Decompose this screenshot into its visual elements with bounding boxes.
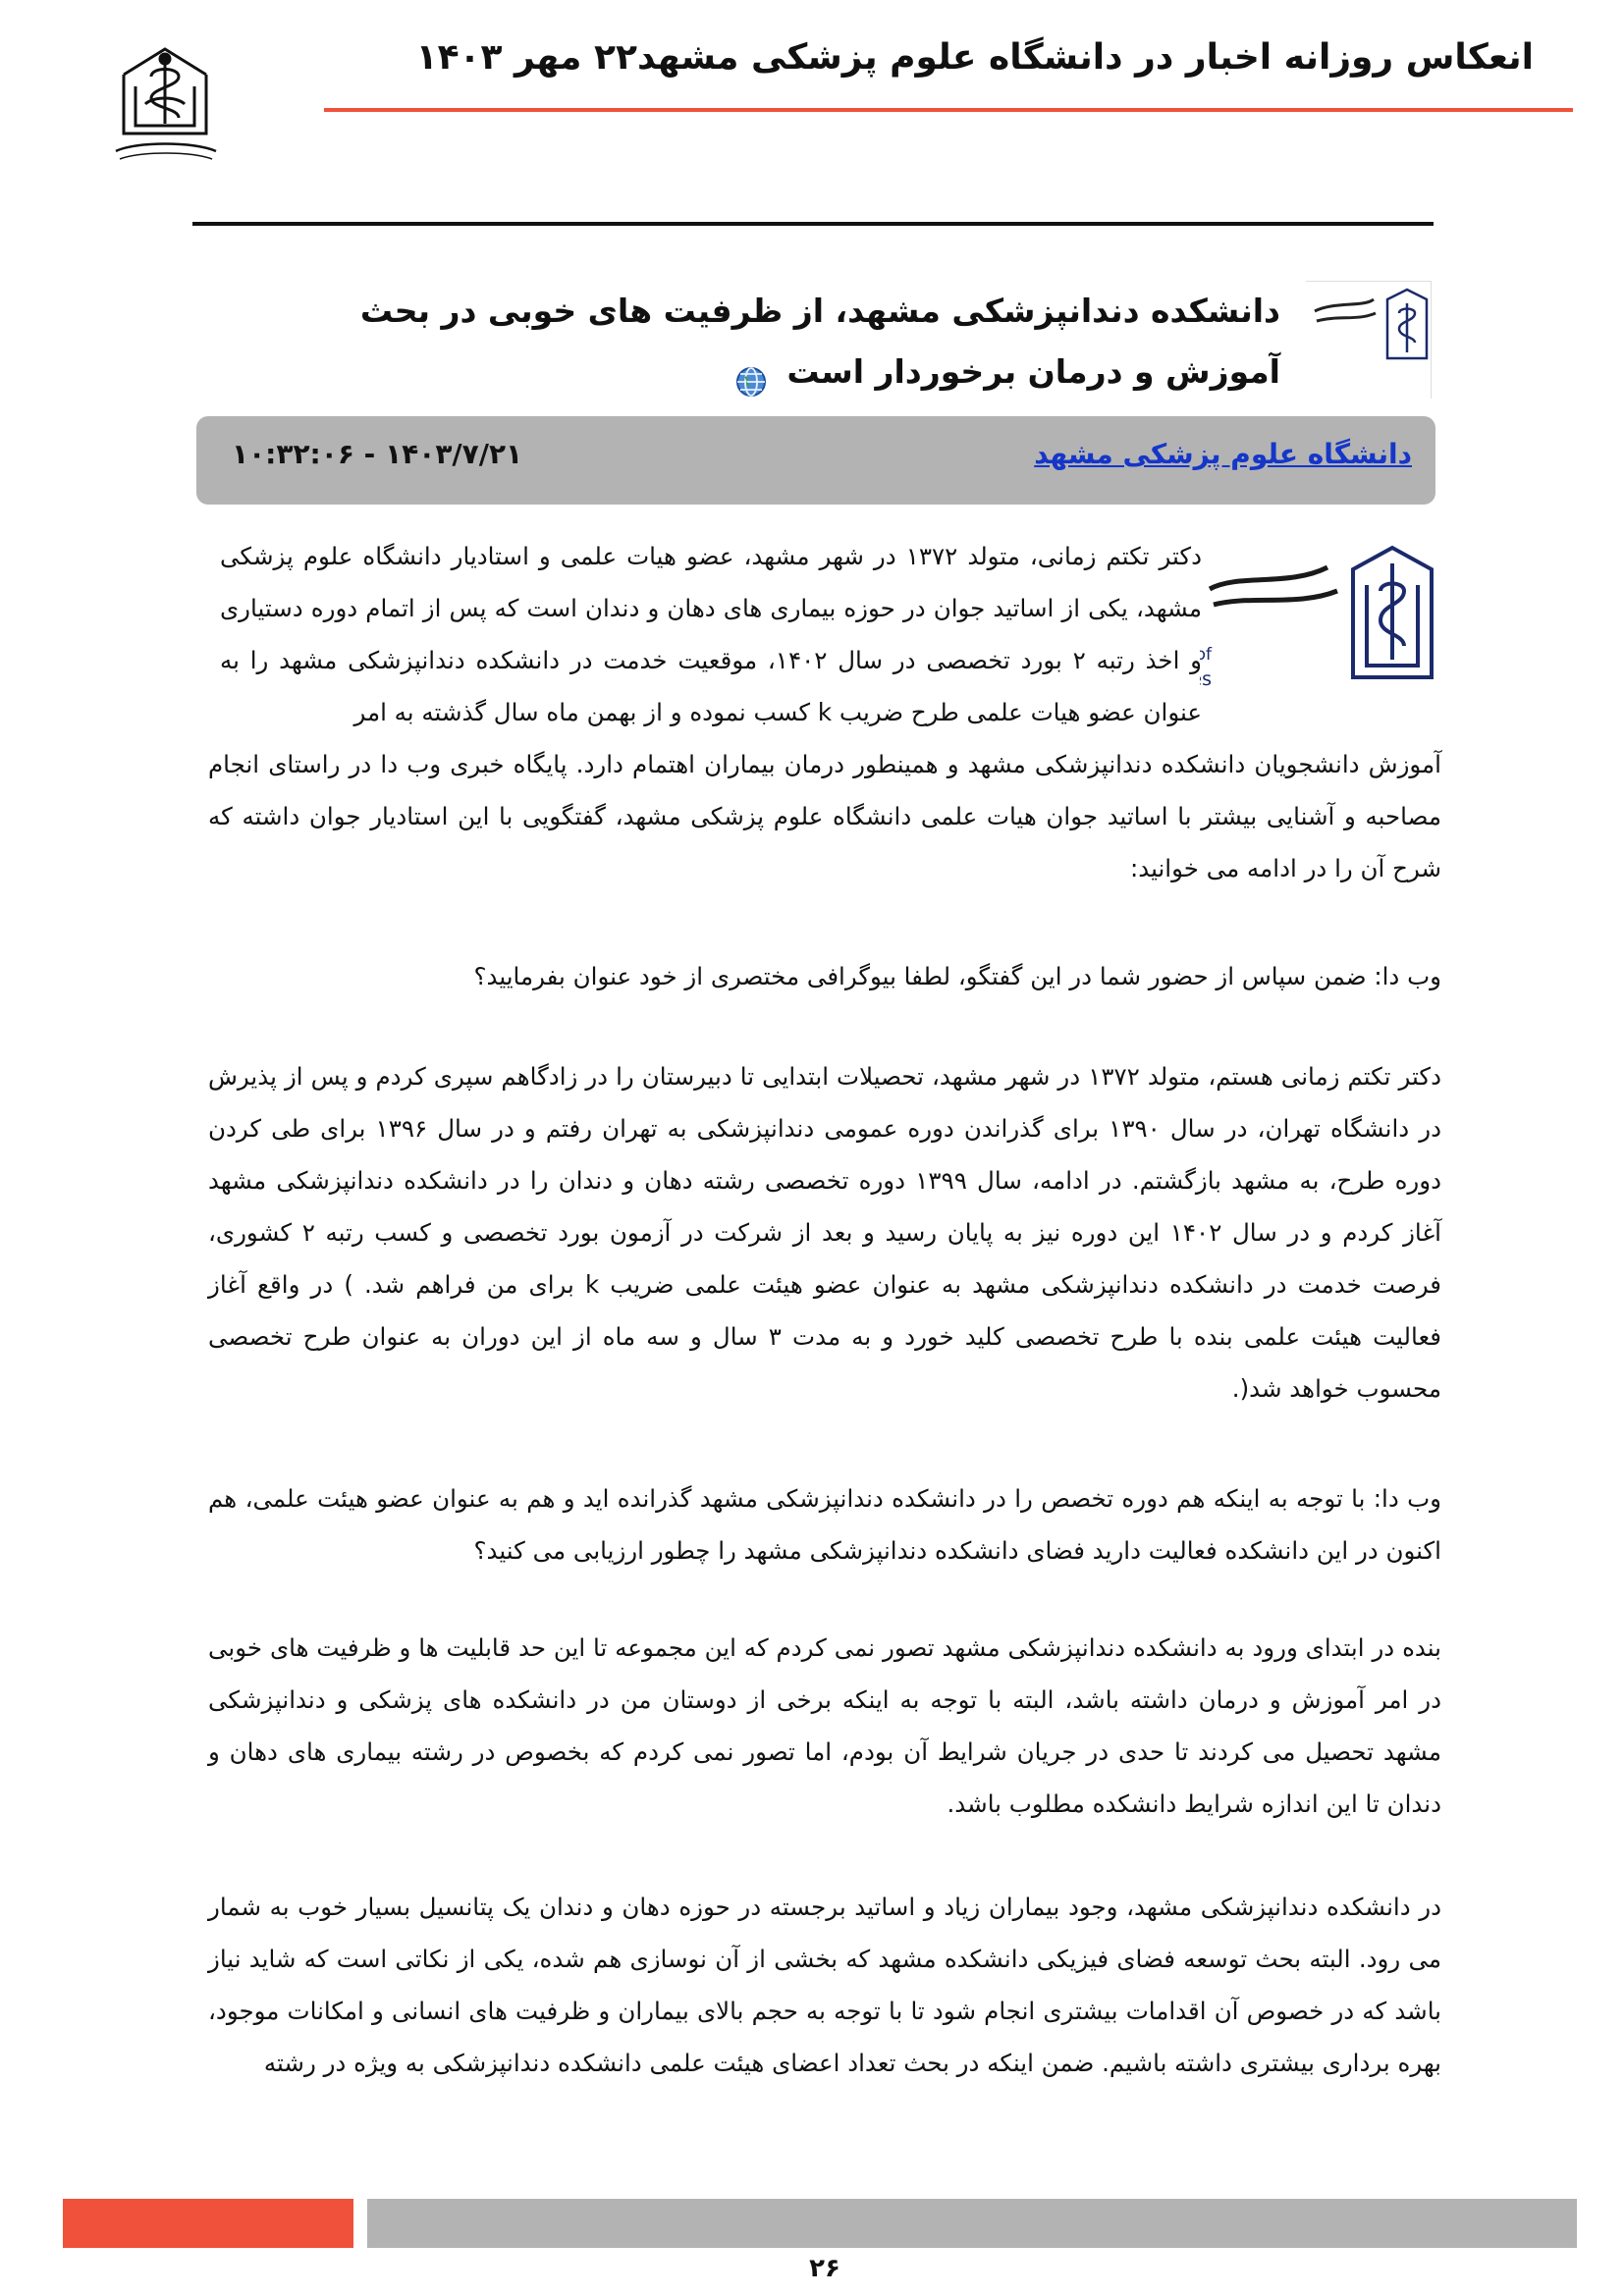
report-title: انعکاس روزانه اخبار در دانشگاه علوم پزشکی مشهد۲۲ مهر ۱۴۰۳	[415, 37, 1534, 78]
article-title-text[interactable]: دانشکده دندانپزشکی مشهد، از ظرفیت های خوبی در بحث آموزش و درمان برخوردار است	[359, 292, 1280, 391]
globe-icon[interactable]	[734, 357, 768, 391]
thumb-caption-en-2: s	[1202, 668, 1212, 690]
thumb-caption-en-1: of	[1200, 645, 1212, 665]
answer-3: در دانشکده دندانپزشکی مشهد، وجود بیماران زیاد و اساتید برجسته در حوزه دهان و دندان یک پتانسیل بسیار خوب به شمار می رود. البته بحث توسعه فضای فیزیکی دانشکده مشهد که بخشی از آن نوسازی هم شده، یکی از نکاتی است که شاید نیاز باشد که در خصوص آن اقدامات بیشتری انجام شود تا با توجه به حجم بالای بیماران و ظرفیت های انسانی و امکانات موجود، بهره برداری بیشتری داشته باشیم. ضمن اینکه در بحث تعداد اعضای هیئت علمی دانشکده دندانپزشکی به ویژه در رشته	[208, 1893, 1441, 2077]
answer-2: بنده در ابتدای ورود به دانشکده دندانپزشکی مشهد تصور نمی کردم که این مجموعه تا این حد قابلیت ها و ظرفیت های خوبی در امر آموزش و درمان داشته باشد، البته با توجه به اینکه برخی از دوستان من در دانشکده های پزشکی و دندانپزشکی مشهد تحصیل می کردند تا حدی در جریان شرایط آن بودم، اما تصور نمی کردم که بخصوص در رشته بیماری های دهان و دندان تا این اندازه شرایط دانشکده مطلوب باشد.	[208, 1633, 1441, 1818]
publish-datetime: ۱۴۰۳/۷/۲۱ - ۱۰:۳۲:۰۶	[232, 438, 523, 470]
section-divider	[192, 222, 1434, 226]
article-meta-bar	[196, 416, 1435, 505]
paragraph-intro-b: آموزش دانشجویان دانشکده دندانپزشکی مشهد و همینطور درمان بیماران اهتمام دارد. پایگاه خبری وب دا در راستای انجام مصاحبه و آشنایی بیشتر با اساتید جوان هیات علمی دانشگاه علوم پزشکی مشهد، گفتگویی با این استادیار جوان داشته که شرح آن را در ادامه می خوانید:	[208, 750, 1441, 882]
article-image	[1200, 530, 1439, 711]
answer-1: دکتر تکتم زمانی هستم، متولد ۱۳۷۲ در شهر مشهد، تحصیلات ابتدایی تا دبیرستان را در زادگاهم سپری کردم و پس از پذیرش در دانشگاه تهران، در سال ۱۳۹۰ برای گذراندن دوره عمومی دندانپزشکی به تهران رفتم و در سال ۱۳۹۶ برای طی کردن دوره طرح، به مشهد بازگشتم. در ادامه، سال ۱۳۹۹ دوره تخصصی رشته دهان و دندان را در دانشکده دندانپزشکی مشهد آغاز کردم و در سال ۱۴۰۲ این دوره نیز به پایان رسید و بعد از شرکت در آزمون بورد تخصصی و کسب رتبه ۲ کشوری، فرصت خدمت در دانشکده دندانپزشکی مشهد به عنوان عضو هیئت علمی ضریب k برای من فراهم شد. ) در واقع آغاز فعالیت هیئت علمی بنده با طرح تخصصی کلید خورد و به مدت ۳ سال و سه ماه از این دوران به عنوان طرح تخصصی محسوب خواهد شد(.	[208, 1062, 1442, 1403]
source-link[interactable]: دانشگاه علوم پزشکی مشهد	[1034, 438, 1412, 470]
paragraph-intro-a: دکتر تکتم زمانی، متولد ۱۳۷۲ در شهر مشهد، عضو هیات علمی و استادیار دانشگاه علوم پزشکی مشهد، یکی از اساتید جوان در حوزه بیماری های دهان و دندان است که پس از اتمام دوره دستیاری و اخذ رتبه ۲ بورد تخصصی در سال ۱۴۰۲، موقعیت خدمت در دانشکده دندانپزشکی مشهد را به عنوان عضو هیات علمی طرح ضریب k کسب نموده و از بهمن ماه سال گذشته به امر	[220, 542, 1203, 726]
article-title[interactable]	[240, 281, 1280, 402]
header-accent-rule	[324, 108, 1573, 112]
footer-gray-bar	[367, 2199, 1577, 2248]
question-1: وب دا: ضمن سپاس از حضور شما در این گفتگو، لطفا بیوگرافی مختصری از خود عنوان بفرمایید؟	[473, 962, 1441, 990]
footer-accent-bar	[63, 2199, 353, 2248]
question-2: وب دا: با توجه به اینکه هم دوره تخصص را در دانشکده دندانپزشکی مشهد گذرانده اید و هم به عنوان عضو هیئت علمی، هم اکنون در این دانشکده فعالیت دارید فضای دانشکده دندانپزشکی مشهد را چطور ارزیابی می کنید؟	[208, 1484, 1441, 1565]
article-thumbnail[interactable]	[1306, 281, 1432, 399]
university-seal-icon	[106, 35, 224, 168]
page-number: ۲۶	[809, 2254, 840, 2283]
